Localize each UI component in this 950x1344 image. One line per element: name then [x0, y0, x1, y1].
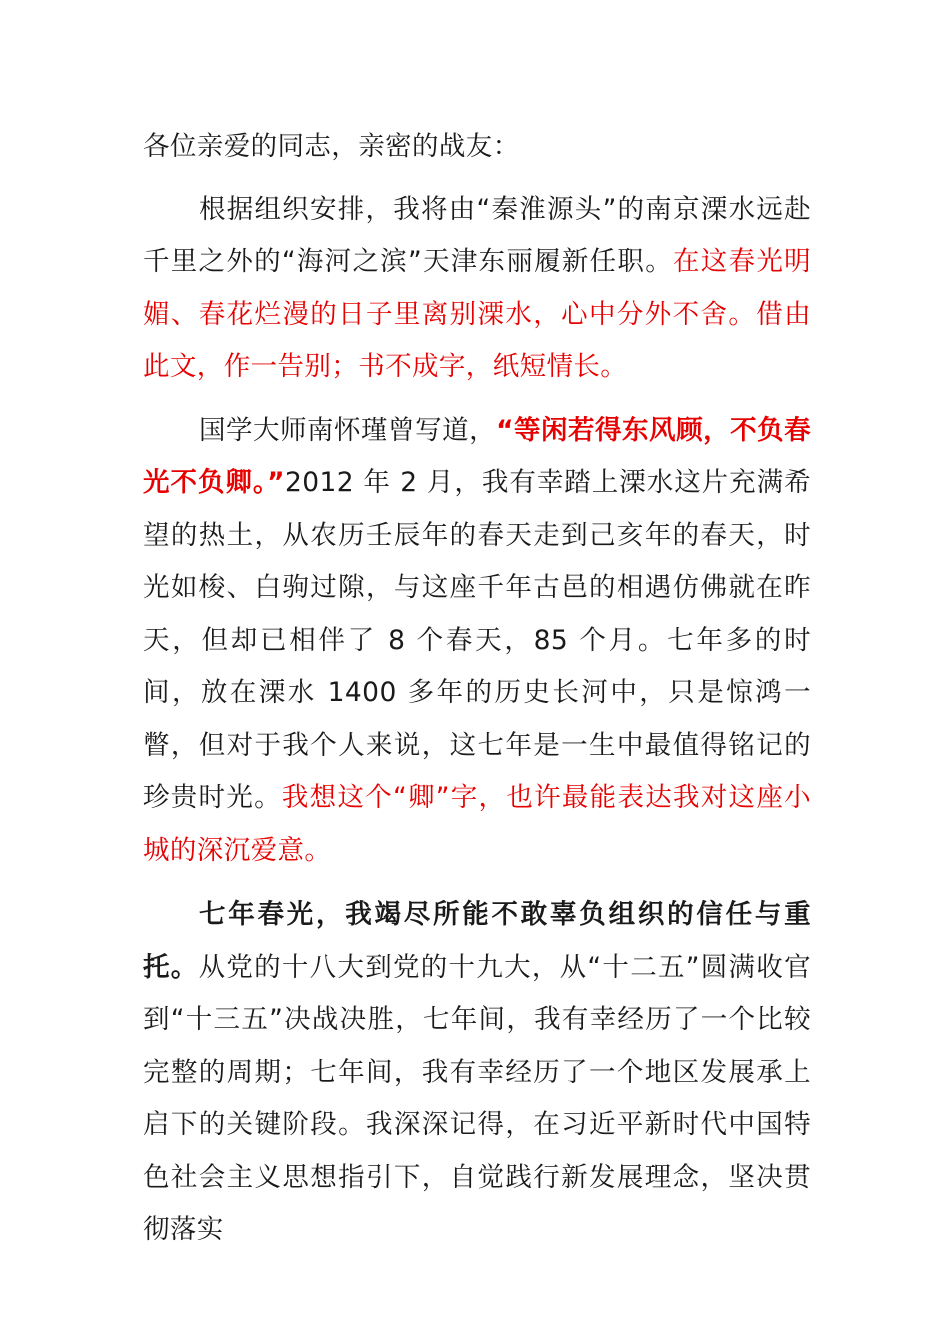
quote-body: 2012 年 2 月，我有幸踏上溧水这片充满希望的热土，从农历壬辰年的春天走到己亥年的春天，时光如梭、白驹过隙，与这座千年古邑的相遇仿佛就在昨天，但却已相伴了 8 个春天，85 个月。七年多的时间，放在溧水 1400 多年的历史长河中，只是惊鸿一瞥，但对于我个人来说，这七年是一生中最值得铭记的珍贵时光。	[143, 467, 811, 813]
quote-intro: 国学大师南怀瑾曾写道，	[199, 414, 497, 446]
seven-years-lead: 七年春光，我竭尽所能不敢辜负组织的信任与重托。	[143, 899, 811, 983]
paragraph-farewell	[143, 184, 811, 394]
seven-years-body: 从党的十八大到党的十九大，从“十二五”圆满收官到“十三五”决战决胜，七年间，我有幸经历了一个比较完整的周期；七年间，我有幸经历了一个地区发展承上启下的关键阶段。我深深记得，在习近平新时代中国特色社会主义思想指引下，自觉践行新发展理念，坚决贯彻落实	[143, 951, 811, 1245]
farewell-red-text: 在这春光明媚、春花烂漫的日子里离别溧水，心中分外不舍。借由此文，作一告别；书不成字，纸短情长。	[143, 246, 811, 382]
farewell-text: 根据组织安排，我将由“秦淮源头”的南京溧水远赴千里之外的“海河之滨”天津东丽履新任职。	[143, 193, 811, 277]
salutation: 各位亲爱的同志，亲密的战友：	[143, 131, 520, 162]
paragraph-seven-years	[143, 889, 811, 1257]
quote-red-text: 我想这个“卿”字，也许最能表达我对这座小城的深沉爱意。	[143, 782, 811, 866]
paragraph-quote	[143, 405, 811, 878]
letter-body	[143, 121, 811, 1257]
poem-quote: “等闲若得东风顾，不负春光不负卿。”	[143, 414, 811, 498]
